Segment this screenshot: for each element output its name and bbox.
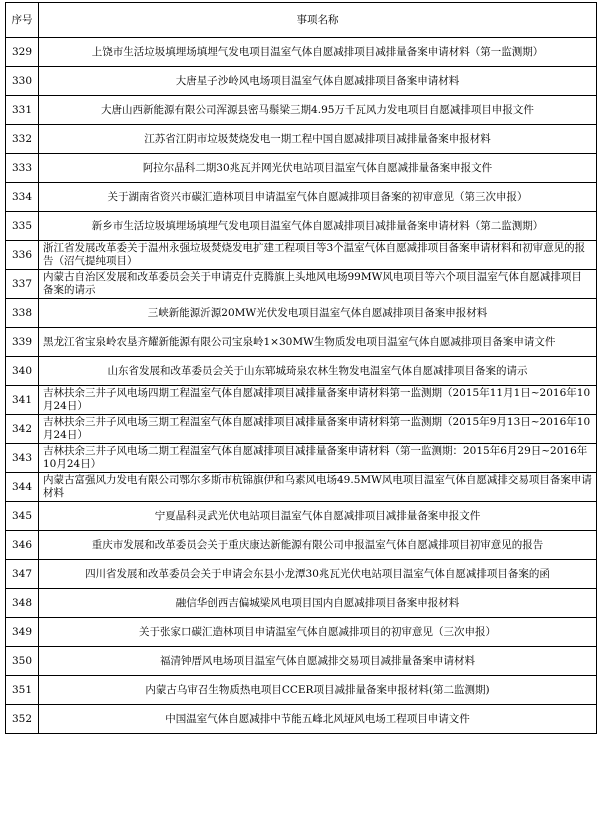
row-item-name: 吉林扶余三井子风电场二期工程温室气体自愿减排项目减排量备案申请材料（第一监测期：2015年6月29日~2016年10月24日）: [39, 444, 597, 473]
row-item-name: 山东省发展和改革委员会关于山东郓城琦泉农林生物发电温室气体自愿减排项目备案的请示: [39, 357, 597, 386]
table-row: [6, 647, 597, 676]
row-item-name: 内蒙古乌审召生物质热电项目CCER项目减排量备案申报材料(第二监测期): [39, 676, 597, 705]
row-item-name: 新乡市生活垃圾填埋场填埋气发电项目温室气体自愿减排项目减排量备案申请材料（第二监测期）: [39, 212, 597, 241]
table-header: [6, 3, 597, 38]
header-row: [6, 3, 597, 38]
table-row: [6, 705, 597, 734]
table-row: [6, 444, 597, 473]
row-serial-number: 341: [6, 386, 39, 415]
row-serial-number: 335: [6, 212, 39, 241]
row-item-name: 阿拉尔晶科二期30兆瓦并网光伏电站项目温室气体自愿减排量备案申报文件: [39, 154, 597, 183]
row-serial-number: 331: [6, 96, 39, 125]
table-row: [6, 415, 597, 444]
header-serial-number: 序号: [6, 3, 39, 38]
row-item-name: 内蒙古自治区发展和改革委员会关于申请克什克腾旗上头地风电场99MW风电项目等六个项目温室气体自愿减排项目备案的请示: [39, 270, 597, 299]
table-row: [6, 212, 597, 241]
table-row: [6, 183, 597, 212]
table-row: [6, 473, 597, 502]
row-serial-number: 340: [6, 357, 39, 386]
table-row: [6, 241, 597, 270]
row-item-name: 江苏省江阴市垃圾焚烧发电一期工程中国自愿减排项目减排量备案申报材料: [39, 125, 597, 154]
table-row: [6, 357, 597, 386]
table-row: [6, 328, 597, 357]
row-item-name: 吉林扶余三井子风电场四期工程温室气体自愿减排项目减排量备案申请材料第一监测期（2015年11月1日~2016年10月24日）: [39, 386, 597, 415]
row-serial-number: 336: [6, 241, 39, 270]
row-serial-number: 330: [6, 67, 39, 96]
table-row: [6, 589, 597, 618]
row-item-name: 三峡新能源沂源20MW光伏发电项目温室气体自愿减排项目备案申报材料: [39, 299, 597, 328]
row-serial-number: 338: [6, 299, 39, 328]
table-row: [6, 154, 597, 183]
table-row: [6, 386, 597, 415]
row-serial-number: 339: [6, 328, 39, 357]
table-row: [6, 270, 597, 299]
row-item-name: 黑龙江省宝泉岭农垦齐耀新能源有限公司宝泉岭1×30MW生物质发电项目温室气体自愿减排项目备案申请文件: [39, 328, 597, 357]
table-row: [6, 96, 597, 125]
document-sheet: [5, 2, 596, 734]
project-list-table: [5, 2, 597, 734]
row-item-name: 大唐山西新能源有限公司浑源县密马鬃梁三期4.95万千瓦风力发电项目自愿减排项目申报文件: [39, 96, 597, 125]
row-item-name: 宁夏晶科灵武光伏电站项目温室气体自愿减排项目减排量备案申报文件: [39, 502, 597, 531]
row-serial-number: 346: [6, 531, 39, 560]
row-item-name: 吉林扶余三井子风电场三期工程温室气体自愿减排项目减排量备案申请材料第一监测期（2015年9月13日~2016年10月24日）: [39, 415, 597, 444]
row-serial-number: 332: [6, 125, 39, 154]
row-serial-number: 345: [6, 502, 39, 531]
row-item-name: 福清钟厝风电场项目温室气体自愿减排交易项目减排量备案申请材料: [39, 647, 597, 676]
row-item-name: 浙江省发展改革委关于温州永强垃圾焚烧发电扩建工程项目等3个温室气体自愿减排项目备案申请材料和初审意见的报告（沼气提纯项目）: [39, 241, 597, 270]
table-row: [6, 618, 597, 647]
row-item-name: 上饶市生活垃圾填埋场填埋气发电项目温室气体自愿减排项目减排量备案申请材料（第一监测期）: [39, 38, 597, 67]
row-serial-number: 337: [6, 270, 39, 299]
row-serial-number: 333: [6, 154, 39, 183]
table-row: [6, 560, 597, 589]
row-item-name: 中国温室气体自愿减排中节能五峰北风垭风电场工程项目申请文件: [39, 705, 597, 734]
table-row: [6, 676, 597, 705]
table-row: [6, 67, 597, 96]
row-serial-number: 351: [6, 676, 39, 705]
table-row: [6, 38, 597, 67]
row-item-name: 内蒙古富强风力发电有限公司鄂尔多斯市杭锦旗伊和乌素风电场49.5MW风电项目温室气体自愿减排交易项目备案申请材料: [39, 473, 597, 502]
row-serial-number: 347: [6, 560, 39, 589]
row-serial-number: 350: [6, 647, 39, 676]
row-item-name: 重庆市发展和改革委员会关于重庆康达新能源有限公司申报温室气体自愿减排项目初审意见的报告: [39, 531, 597, 560]
row-item-name: 关于湖南省资兴市碳汇造林项目申请温室气体自愿减排项目备案的初审意见（第三次申报）: [39, 183, 597, 212]
row-serial-number: 334: [6, 183, 39, 212]
header-item-name: 事项名称: [39, 3, 597, 38]
row-item-name: 大唐星子沙岭风电场项目温室气体自愿减排项目备案申请材料: [39, 67, 597, 96]
row-serial-number: 329: [6, 38, 39, 67]
table-row: [6, 531, 597, 560]
row-serial-number: 348: [6, 589, 39, 618]
row-serial-number: 352: [6, 705, 39, 734]
row-item-name: 融信华创西吉偏城梁风电项目国内自愿减排项目备案申报材料: [39, 589, 597, 618]
table-body: [6, 38, 597, 734]
row-item-name: 四川省发展和改革委员会关于申请会东县小龙潭30兆瓦光伏电站项目温室气体自愿减排项目备案的函: [39, 560, 597, 589]
table-row: [6, 125, 597, 154]
row-serial-number: 342: [6, 415, 39, 444]
table-row: [6, 299, 597, 328]
table-row: [6, 502, 597, 531]
row-serial-number: 344: [6, 473, 39, 502]
row-serial-number: 349: [6, 618, 39, 647]
row-serial-number: 343: [6, 444, 39, 473]
row-item-name: 关于张家口碳汇造林项目申请温室气体自愿减排项目的初审意见（三次申报）: [39, 618, 597, 647]
